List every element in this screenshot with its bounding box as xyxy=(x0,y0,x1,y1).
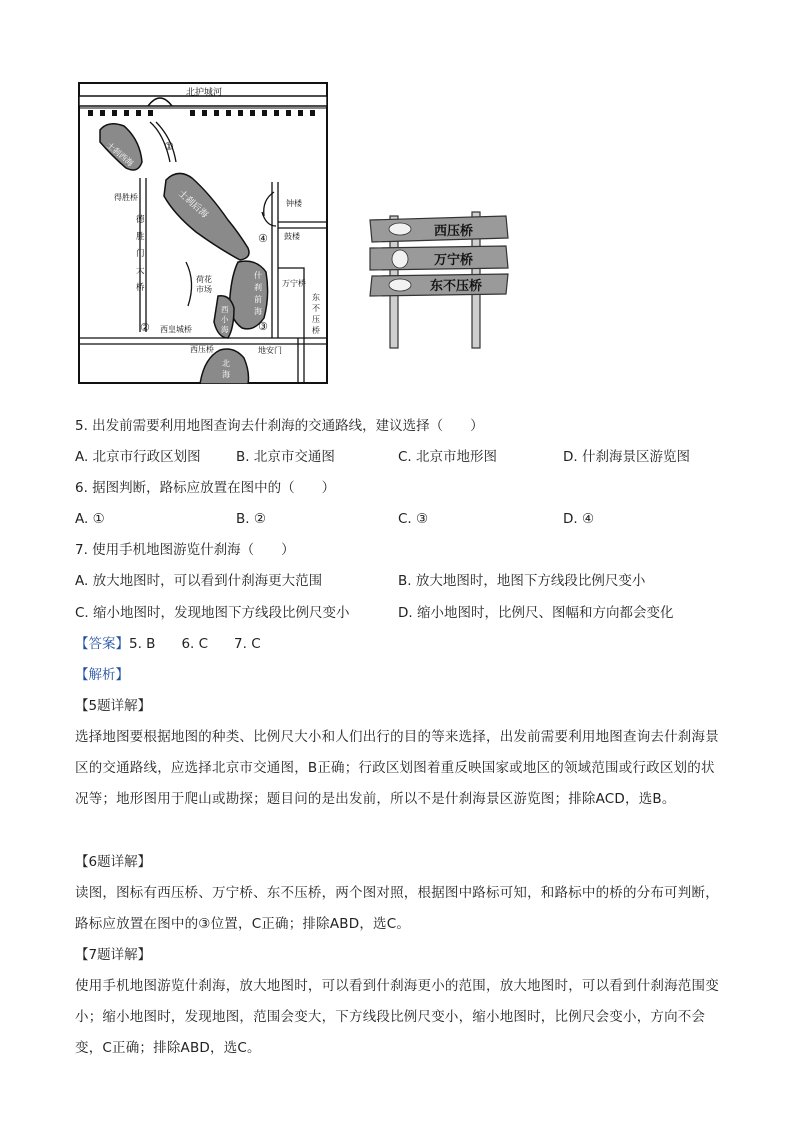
answer-5: 5. B xyxy=(129,636,156,652)
deshengqiao-label: 得胜桥 xyxy=(114,193,138,202)
question-5-option-b: B. 北京市交通图 xyxy=(236,449,335,465)
sign-dongbuyaqiao: 东不压桥 xyxy=(430,279,483,294)
svg-text:北: 北 xyxy=(222,359,230,368)
lotus-market-label: 荷花市场 xyxy=(196,275,212,294)
wanningqiao-label: 万宁桥 xyxy=(282,279,306,288)
signpost-illustration xyxy=(366,208,512,352)
question-7-option-c: C. 缩小地图时，发现地图下方线段比例尺变小 xyxy=(75,605,350,621)
question-5-option-a: A. 北京市行政区划图 xyxy=(75,449,201,465)
svg-text:桥: 桥 xyxy=(312,326,320,335)
shichahai-main-label: 士刹后海 xyxy=(175,188,210,221)
analysis-label: 【解析】 xyxy=(75,667,129,683)
svg-text:桥: 桥 xyxy=(136,283,145,293)
question-7-option-b: B. 放大地图时，地图下方线段比例尺变小 xyxy=(398,573,646,589)
question-6-option-b: B. ② xyxy=(236,511,266,527)
marker-2: ② xyxy=(140,321,150,334)
svg-text:西: 西 xyxy=(221,305,229,314)
svg-text:海: 海 xyxy=(221,325,229,334)
question-6-option-a: A. ① xyxy=(75,511,105,527)
west-sea-label xyxy=(221,305,229,334)
question-7-option-a: A. 放大地图时，可以看到什刹海更大范围 xyxy=(75,573,323,589)
detail-6-heading: 【6题详解】 xyxy=(75,854,152,870)
drum-tower-label: 鼓楼 xyxy=(284,232,300,241)
north-moat-label: 北护城河 xyxy=(185,88,223,98)
detail-7-heading: 【7题详解】 xyxy=(75,947,152,963)
xiyaqiao-label: 西压桥 xyxy=(190,345,214,354)
svg-text:门: 门 xyxy=(136,249,145,259)
svg-text:前: 前 xyxy=(254,295,262,304)
marker-4: ④ xyxy=(258,232,268,245)
svg-text:海: 海 xyxy=(254,307,262,316)
svg-text:东: 东 xyxy=(312,293,320,302)
detail-5-text: 选择地图要根据地图的种类、比例尺大小和人们出行的目的等来选择，出发前需要利用地图查询去什刹海景区的交通路线，应选择北京市交通图，B正确；行政区划图着重反映国家或地区的领域范围或行政区划的状况等；地形图用于爬山或勘探；题目问的是出发前，所以不是什刹海景区游览图；排除ACD，选B。 xyxy=(75,729,719,807)
question-7-option-d: D. 缩小地图时，比例尺、图幅和方向都会变化 xyxy=(398,605,674,621)
question-6-option-d: D. ④ xyxy=(563,511,595,527)
question-5-stem: 5. 出发前需要利用地图查询去什刹海的交通路线，建议选择（ ） xyxy=(75,418,484,434)
svg-text:刹: 刹 xyxy=(254,283,262,292)
shichahai-map xyxy=(78,82,328,384)
svg-text:小: 小 xyxy=(221,315,229,324)
svg-text:德: 德 xyxy=(136,215,145,225)
detail-6-text: 读图，图标有西压桥、万宁桥、东不压桥，两个图对照，根据图中路标可知，和路标中的桥的分布可判断，路标应放置在图中的③位置，C正确；排除ABD，选C。 xyxy=(75,885,719,932)
pointing-hand-icon xyxy=(389,223,411,291)
marker-3: ③ xyxy=(258,320,268,333)
question-6-option-c: C. ③ xyxy=(398,511,429,527)
sign-wanningqiao: 万宁桥 xyxy=(434,253,474,268)
xihuangcheng-label: 西皇城桥 xyxy=(160,325,192,334)
question-5-option-d: D. 什刹海景区游览图 xyxy=(563,449,690,465)
answer-6: 6. C xyxy=(181,636,209,652)
answer-7: 7. C xyxy=(234,636,261,652)
detail-7-text: 使用手机地图游览什刹海，放大地图时，可以看到什刹海更小的范围，放大地图时，可以看到什刹海范围变小；缩小地图时，发现地图，范围会变大，下方线段比例尺变小，缩小地图时，比例尺会变小，方向不会变，C正确；排除ABD，选C。 xyxy=(75,978,719,1056)
svg-text:海: 海 xyxy=(222,370,230,379)
sign-xiyaqiao: 西压桥 xyxy=(434,224,474,239)
svg-text:大: 大 xyxy=(136,266,145,276)
question-7-stem: 7. 使用手机地图游览什刹海（ ） xyxy=(75,542,295,558)
bell-tower-label: 钟楼 xyxy=(286,199,302,208)
svg-text:什: 什 xyxy=(254,271,262,280)
svg-text:压: 压 xyxy=(312,315,320,324)
detail-5-heading: 【5题详解】 xyxy=(75,698,152,714)
svg-text:胜: 胜 xyxy=(136,232,145,242)
marker-1: ① xyxy=(164,140,174,153)
question-6-stem: 6. 据图判断，路标应放置在图中的（ ） xyxy=(75,480,336,496)
shichahai-west-label: 士刹西海 xyxy=(104,140,136,169)
answer-line xyxy=(75,635,287,653)
answer-label: 【答案】 xyxy=(75,636,129,652)
di-an-men-label: 地安门 xyxy=(258,346,282,355)
question-5-option-c: C. 北京市地形图 xyxy=(398,449,498,465)
svg-text:不: 不 xyxy=(312,304,320,313)
